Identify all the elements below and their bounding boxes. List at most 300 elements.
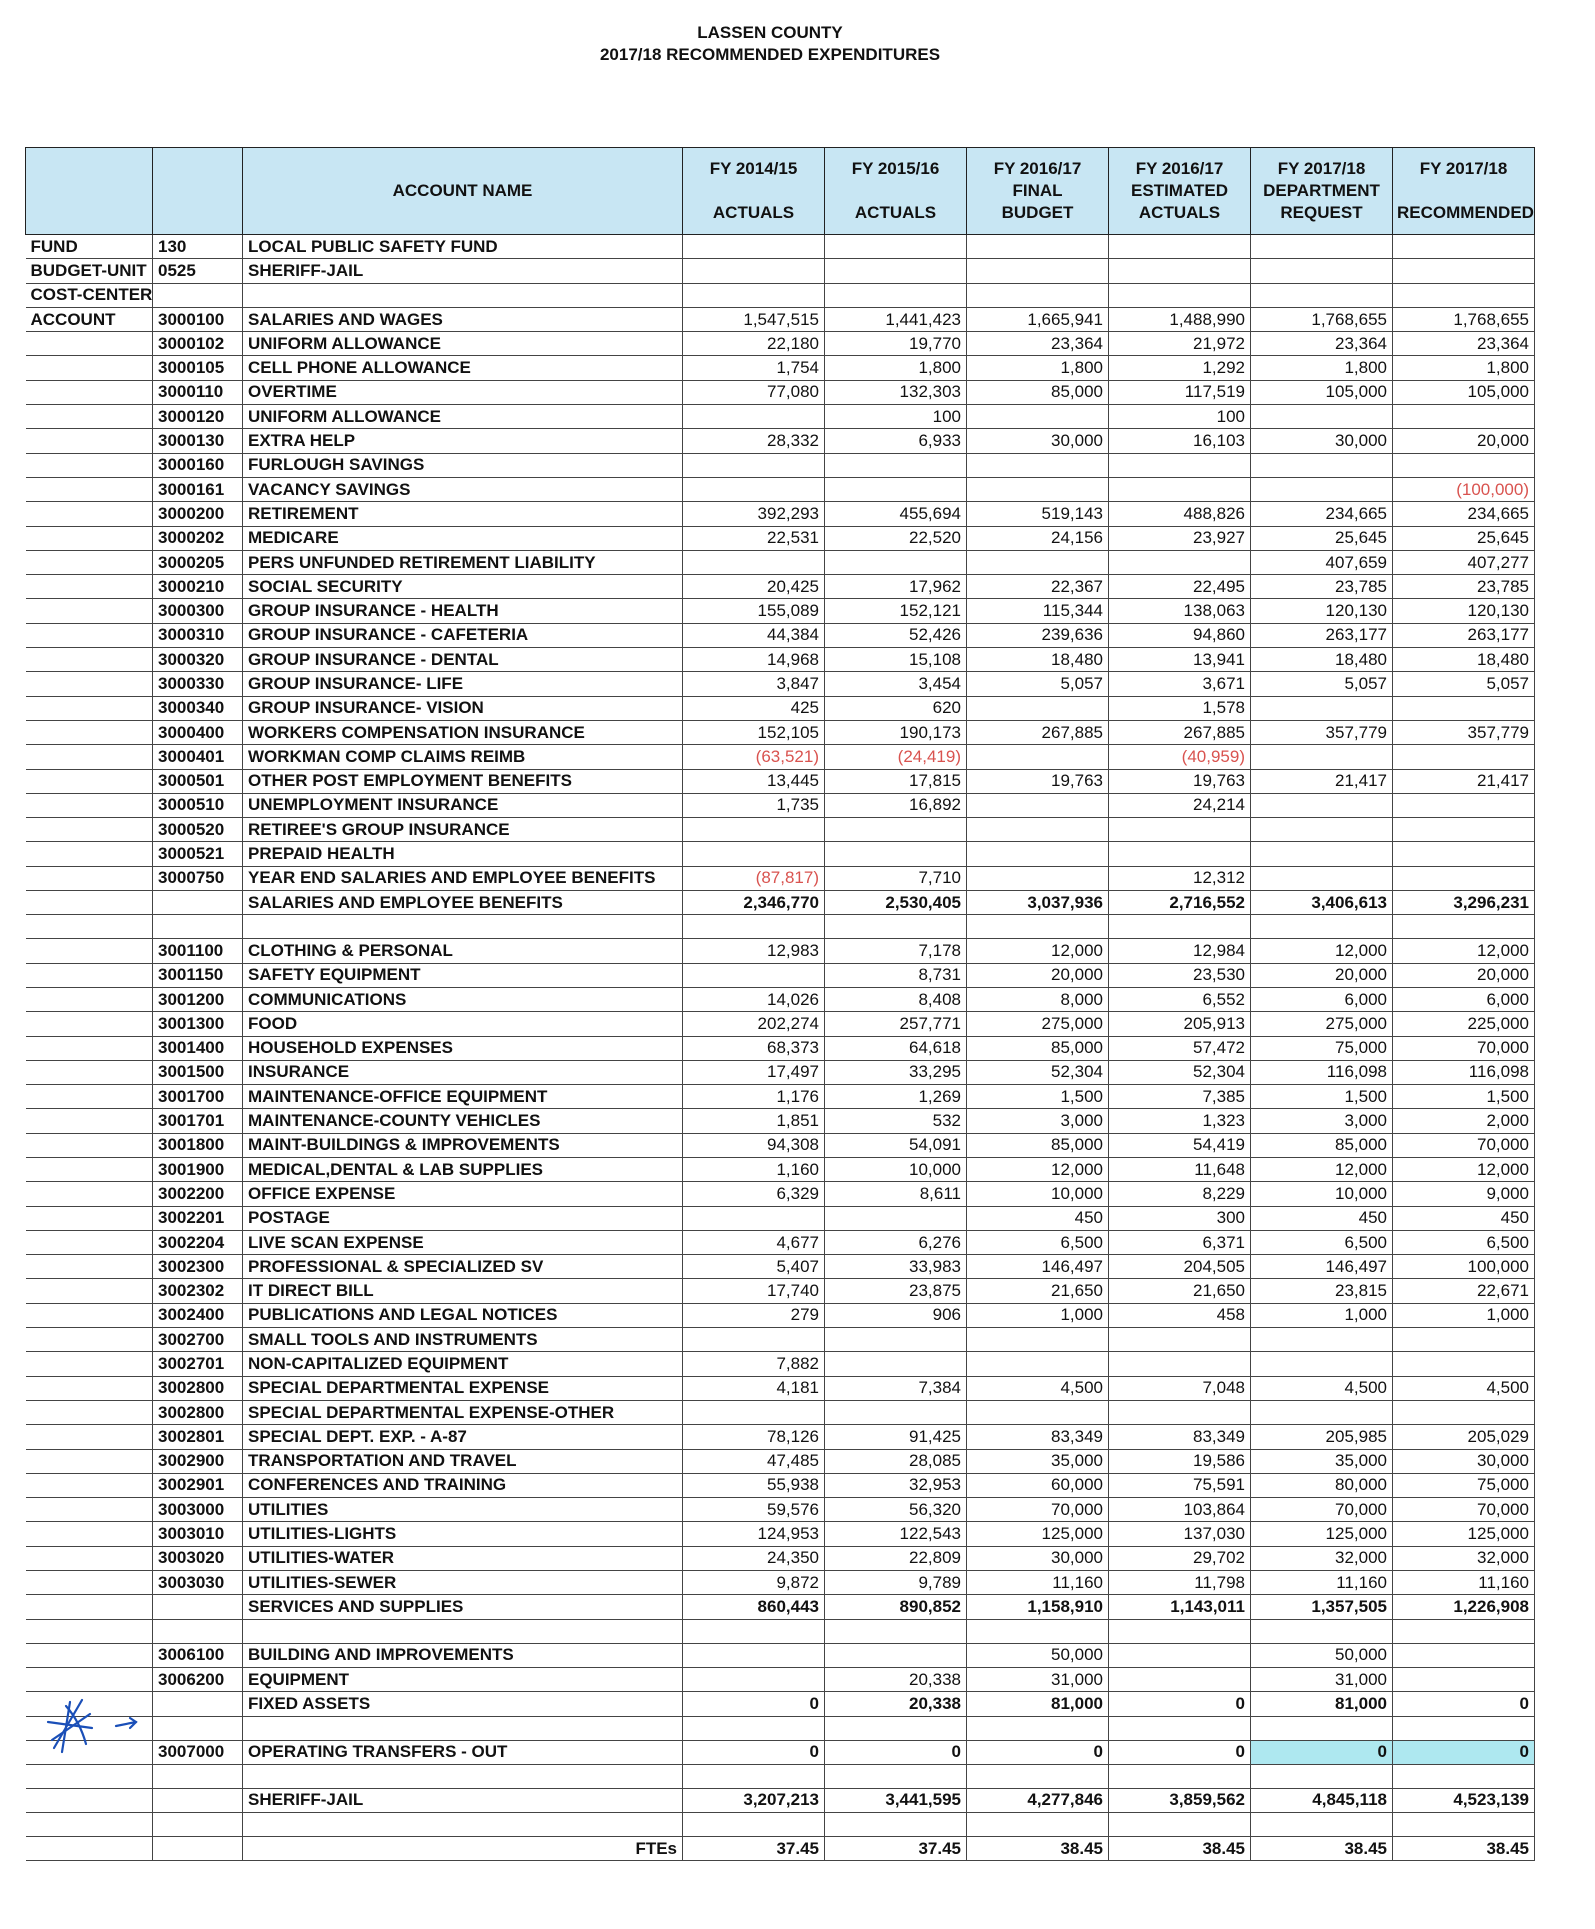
amount-cell: 5,057: [1251, 672, 1393, 696]
amount-cell: 12,000: [1393, 1157, 1535, 1181]
amount-cell: 2,716,552: [1109, 891, 1251, 915]
account-code-cell: 3006100: [153, 1643, 243, 1667]
account-name-cell: [243, 283, 683, 307]
account-code-cell: 3002204: [153, 1230, 243, 1254]
amount-cell: 0: [967, 1740, 1109, 1764]
table-row: [26, 1230, 1535, 1254]
amount-cell: 10,000: [825, 1157, 967, 1181]
amount-cell: [1393, 1813, 1535, 1837]
table-row: [26, 1133, 1535, 1157]
amount-cell: 22,367: [967, 575, 1109, 599]
row-label-cell: [26, 1522, 153, 1546]
account-name-cell: FURLOUGH SAVINGS: [243, 453, 683, 477]
amount-cell: 81,000: [1251, 1692, 1393, 1716]
table-row: [26, 332, 1535, 356]
amount-cell: 205,029: [1393, 1425, 1535, 1449]
account-code-cell: 3000520: [153, 818, 243, 842]
amount-cell: 1,735: [683, 793, 825, 817]
amount-cell: 68,373: [683, 1036, 825, 1060]
account-code-cell: 3002300: [153, 1255, 243, 1279]
amount-cell: 116,098: [1393, 1060, 1535, 1084]
amount-cell: 83,349: [1109, 1425, 1251, 1449]
table-row: [26, 429, 1535, 453]
account-name-cell: [243, 1764, 683, 1788]
amount-cell: 31,000: [967, 1667, 1109, 1691]
amount-cell: [1251, 1813, 1393, 1837]
amount-cell: 12,983: [683, 939, 825, 963]
row-label-cell: [26, 380, 153, 404]
table-row: [26, 793, 1535, 817]
amount-cell: 2,346,770: [683, 891, 825, 915]
amount-cell: 7,385: [1109, 1085, 1251, 1109]
row-label-cell: [26, 550, 153, 574]
table-row: [26, 1643, 1535, 1667]
account-name-cell: MEDICAL,DENTAL & LAB SUPPLIES: [243, 1157, 683, 1181]
table-row: [26, 720, 1535, 744]
amount-cell: [1393, 793, 1535, 817]
amount-cell: 202,274: [683, 1012, 825, 1036]
account-code-cell: [153, 1813, 243, 1837]
amount-cell: [1109, 1328, 1251, 1352]
amount-cell: 12,984: [1109, 939, 1251, 963]
row-label-cell: COST-CENTER: [26, 283, 153, 307]
amount-cell: 75,000: [1251, 1036, 1393, 1060]
amount-cell: 37.45: [825, 1837, 967, 1861]
amount-cell: 3,454: [825, 672, 967, 696]
amount-cell: 146,497: [967, 1255, 1109, 1279]
table-row: [26, 987, 1535, 1011]
account-name-cell: GROUP INSURANCE - DENTAL: [243, 648, 683, 672]
amount-cell: 1,176: [683, 1085, 825, 1109]
amount-cell: [1251, 818, 1393, 842]
account-code-cell: 3002700: [153, 1328, 243, 1352]
amount-cell: 17,497: [683, 1060, 825, 1084]
amount-cell: [1251, 866, 1393, 890]
amount-cell: 1,226,908: [1393, 1595, 1535, 1619]
account-name-cell: UNEMPLOYMENT INSURANCE: [243, 793, 683, 817]
table-row: [26, 1522, 1535, 1546]
amount-cell: 132,303: [825, 380, 967, 404]
table-row: [26, 405, 1535, 429]
amount-cell: [1251, 1619, 1393, 1643]
amount-cell: [1393, 259, 1535, 283]
table-row: [26, 356, 1535, 380]
amount-cell: 10,000: [967, 1182, 1109, 1206]
amount-cell: 94,308: [683, 1133, 825, 1157]
amount-cell: 4,500: [967, 1376, 1109, 1400]
amount-cell: [1109, 1764, 1251, 1788]
row-label-cell: [26, 1425, 153, 1449]
amount-cell: 1,578: [1109, 696, 1251, 720]
row-label-cell: [26, 745, 153, 769]
table-row: [26, 1352, 1535, 1376]
row-label-cell: [26, 1206, 153, 1230]
amount-cell: 1,000: [1251, 1303, 1393, 1327]
amount-cell: 30,000: [1393, 1449, 1535, 1473]
report-title: 2017/18 RECOMMENDED EXPENDITURES: [599, 45, 941, 64]
amount-cell: [825, 818, 967, 842]
row-label-cell: [26, 1376, 153, 1400]
amount-cell: 11,798: [1109, 1571, 1251, 1595]
amount-cell: 4,523,139: [1393, 1788, 1535, 1812]
table-row: [26, 648, 1535, 672]
amount-cell: 23,785: [1393, 575, 1535, 599]
amount-cell: 18,480: [1393, 648, 1535, 672]
row-label-cell: [26, 1036, 153, 1060]
amount-cell: 1,000: [1393, 1303, 1535, 1327]
row-label-cell: [26, 1279, 153, 1303]
fte-label-cell: FTEs: [243, 1837, 683, 1861]
row-label-cell: [26, 429, 153, 453]
amount-cell: [1393, 405, 1535, 429]
account-code-cell: 3002200: [153, 1182, 243, 1206]
table-row: [26, 453, 1535, 477]
amount-cell: 519,143: [967, 502, 1109, 526]
amount-cell: 91,425: [825, 1425, 967, 1449]
amount-cell: 190,173: [825, 720, 967, 744]
row-label-cell: [26, 963, 153, 987]
amount-cell: 0: [1109, 1740, 1251, 1764]
account-code-cell: 3001701: [153, 1109, 243, 1133]
amount-cell: 6,000: [1393, 987, 1535, 1011]
amount-cell: 122,543: [825, 1522, 967, 1546]
account-code-cell: 3002901: [153, 1473, 243, 1497]
amount-cell: [967, 453, 1109, 477]
amount-cell: 125,000: [967, 1522, 1109, 1546]
amount-cell: [967, 818, 1109, 842]
amount-cell: 152,105: [683, 720, 825, 744]
amount-cell: 19,763: [1109, 769, 1251, 793]
amount-cell: 78,126: [683, 1425, 825, 1449]
row-label-cell: [26, 672, 153, 696]
amount-cell: [1251, 915, 1393, 939]
amount-cell: [967, 235, 1109, 259]
account-code-cell: 3001100: [153, 939, 243, 963]
amount-cell: 267,885: [1109, 720, 1251, 744]
amount-cell: 32,000: [1393, 1546, 1535, 1570]
amount-cell: 1,292: [1109, 356, 1251, 380]
row-label-cell: [26, 1643, 153, 1667]
amount-cell: [825, 1619, 967, 1643]
amount-cell: 8,229: [1109, 1182, 1251, 1206]
amount-cell: [683, 915, 825, 939]
amount-cell: 3,207,213: [683, 1788, 825, 1812]
table-row: [26, 1109, 1535, 1133]
document-title: [0, 22, 1540, 66]
amount-cell: 9,000: [1393, 1182, 1535, 1206]
amount-cell: 146,497: [1251, 1255, 1393, 1279]
spacer-row: [26, 1619, 1535, 1643]
amount-cell: 125,000: [1251, 1522, 1393, 1546]
amount-cell: [967, 259, 1109, 283]
account-code-cell: 3000161: [153, 477, 243, 501]
account-code-cell: 3002302: [153, 1279, 243, 1303]
account-name-cell: MAINTENANCE-COUNTY VEHICLES: [243, 1109, 683, 1133]
account-name-cell: COMMUNICATIONS: [243, 987, 683, 1011]
amount-cell: 19,770: [825, 332, 967, 356]
table-body: [26, 235, 1535, 1861]
amount-cell: [1393, 453, 1535, 477]
account-name-cell: YEAR END SALARIES AND EMPLOYEE BENEFITS: [243, 866, 683, 890]
amount-cell: 1,547,515: [683, 307, 825, 331]
account-name-cell: SHERIFF-JAIL: [243, 259, 683, 283]
account-name-cell: FOOD: [243, 1012, 683, 1036]
amount-cell: 2,530,405: [825, 891, 967, 915]
account-name-cell: WORKMAN COMP CLAIMS REIMB: [243, 745, 683, 769]
account-name-cell: UTILITIES-LIGHTS: [243, 1522, 683, 1546]
amount-cell: [1109, 1400, 1251, 1424]
row-label-cell: [26, 1230, 153, 1254]
amount-cell: 3,000: [1251, 1109, 1393, 1133]
account-name-cell: FIXED ASSETS: [243, 1692, 683, 1716]
amount-cell: 1,000: [967, 1303, 1109, 1327]
row-label-cell: [26, 720, 153, 744]
amount-cell: 257,771: [825, 1012, 967, 1036]
amount-cell: 22,495: [1109, 575, 1251, 599]
account-name-cell: POSTAGE: [243, 1206, 683, 1230]
amount-cell: [1251, 405, 1393, 429]
amount-cell: 12,000: [1393, 939, 1535, 963]
table-row: [26, 380, 1535, 404]
amount-cell: 75,000: [1393, 1473, 1535, 1497]
amount-cell: [967, 1619, 1109, 1643]
amount-cell: [1109, 818, 1251, 842]
row-label-cell: [26, 793, 153, 817]
amount-cell: [683, 283, 825, 307]
amount-cell: [1393, 1400, 1535, 1424]
amount-cell: [1393, 235, 1535, 259]
amount-cell: 32,953: [825, 1473, 967, 1497]
amount-cell: 38.45: [1393, 1837, 1535, 1861]
account-name-cell: MAINTENANCE-OFFICE EQUIPMENT: [243, 1085, 683, 1109]
amount-cell: [825, 1352, 967, 1376]
amount-cell: 7,178: [825, 939, 967, 963]
amount-cell: [1109, 283, 1251, 307]
amount-cell: 22,180: [683, 332, 825, 356]
account-name-cell: MAINT-BUILDINGS & IMPROVEMENTS: [243, 1133, 683, 1157]
amount-cell: 425: [683, 696, 825, 720]
account-code-cell: [153, 1837, 243, 1861]
amount-cell: 4,500: [1393, 1376, 1535, 1400]
amount-cell: 1,143,011: [1109, 1595, 1251, 1619]
header-fy1718-recommended: FY 2017/18 RECOMMENDED: [1393, 148, 1535, 235]
account-name-cell: OFFICE EXPENSE: [243, 1182, 683, 1206]
account-code-cell: 3003000: [153, 1498, 243, 1522]
amount-cell: 6,552: [1109, 987, 1251, 1011]
amount-cell: 12,000: [967, 939, 1109, 963]
account-name-cell: INSURANCE: [243, 1060, 683, 1084]
amount-cell: [1251, 793, 1393, 817]
subtotal-row: [26, 1692, 1535, 1716]
row-label-cell: [26, 866, 153, 890]
amount-cell: 30,000: [967, 429, 1109, 453]
amount-cell: 22,531: [683, 526, 825, 550]
row-label-cell: BUDGET-UNIT: [26, 259, 153, 283]
amount-cell: [683, 1667, 825, 1691]
amount-cell: 0: [825, 1740, 967, 1764]
amount-cell: 1,768,655: [1251, 307, 1393, 331]
amount-cell: 32,000: [1251, 1546, 1393, 1570]
amount-cell: 57,472: [1109, 1036, 1251, 1060]
account-code-cell: 3001700: [153, 1085, 243, 1109]
amount-cell: 3,406,613: [1251, 891, 1393, 915]
amount-cell: [1109, 453, 1251, 477]
account-name-cell: OVERTIME: [243, 380, 683, 404]
amount-cell: [1251, 235, 1393, 259]
amount-cell: 47,485: [683, 1449, 825, 1473]
account-code-cell: 3002201: [153, 1206, 243, 1230]
amount-cell: [1393, 818, 1535, 842]
account-name-cell: GROUP INSURANCE- VISION: [243, 696, 683, 720]
account-name-cell: PUBLICATIONS AND LEGAL NOTICES: [243, 1303, 683, 1327]
row-label-cell: [26, 1085, 153, 1109]
amount-cell: 16,892: [825, 793, 967, 817]
amount-cell: 23,364: [1251, 332, 1393, 356]
account-name-cell: PROFESSIONAL & SPECIALIZED SV: [243, 1255, 683, 1279]
amount-cell: 205,913: [1109, 1012, 1251, 1036]
amount-cell: 117,519: [1109, 380, 1251, 404]
amount-cell: 8,731: [825, 963, 967, 987]
amount-cell: 450: [1251, 1206, 1393, 1230]
amount-cell: 407,277: [1393, 550, 1535, 574]
amount-cell: 14,026: [683, 987, 825, 1011]
amount-cell: 70,000: [1251, 1498, 1393, 1522]
row-label-cell: [26, 453, 153, 477]
amount-cell: 38.45: [967, 1837, 1109, 1861]
account-name-cell: TRANSPORTATION AND TRAVEL: [243, 1449, 683, 1473]
amount-cell: 1,488,990: [1109, 307, 1251, 331]
row-label-cell: [26, 599, 153, 623]
amount-cell: 21,650: [1109, 1279, 1251, 1303]
row-label-cell: [26, 1813, 153, 1837]
account-name-cell: UTILITIES-WATER: [243, 1546, 683, 1570]
subtotal-row: [26, 1595, 1535, 1619]
account-name-cell: SERVICES AND SUPPLIES: [243, 1595, 683, 1619]
row-label-cell: [26, 575, 153, 599]
amount-cell: 116,098: [1251, 1060, 1393, 1084]
amount-cell: 70,000: [967, 1498, 1109, 1522]
amount-cell: 37.45: [683, 1837, 825, 1861]
table-row: [26, 745, 1535, 769]
table-row: [26, 1473, 1535, 1497]
amount-cell: [825, 1643, 967, 1667]
county-name: LASSEN COUNTY: [697, 23, 843, 42]
amount-cell: [967, 793, 1109, 817]
amount-cell: [825, 1813, 967, 1837]
table-row: [26, 307, 1535, 331]
amount-cell: 20,000: [1393, 963, 1535, 987]
amount-cell: 77,080: [683, 380, 825, 404]
amount-cell: 3,000: [967, 1109, 1109, 1133]
amount-cell: [683, 259, 825, 283]
amount-cell: [825, 1716, 967, 1740]
account-name-cell: WORKERS COMPENSATION INSURANCE: [243, 720, 683, 744]
amount-cell: 19,763: [967, 769, 1109, 793]
amount-cell: [967, 1764, 1109, 1788]
amount-cell: 458: [1109, 1303, 1251, 1327]
account-name-cell: SPECIAL DEPARTMENTAL EXPENSE-OTHER: [243, 1400, 683, 1424]
amount-cell: [825, 1328, 967, 1352]
account-code-cell: 3000400: [153, 720, 243, 744]
amount-cell: 52,304: [967, 1060, 1109, 1084]
account-code-cell: 3001800: [153, 1133, 243, 1157]
amount-cell: 275,000: [1251, 1012, 1393, 1036]
header-fy1617-final-budget: FY 2016/17 FINAL BUDGET: [967, 148, 1109, 235]
amount-cell: [825, 453, 967, 477]
amount-cell: 4,181: [683, 1376, 825, 1400]
amount-cell: 80,000: [1251, 1473, 1393, 1497]
amount-cell: [967, 283, 1109, 307]
account-name-cell: CONFERENCES AND TRAINING: [243, 1473, 683, 1497]
account-name-cell: OTHER POST EMPLOYMENT BENEFITS: [243, 769, 683, 793]
table-row: [26, 1328, 1535, 1352]
amount-cell: [1109, 1352, 1251, 1376]
account-code-cell: 3003020: [153, 1546, 243, 1570]
subtotal-row: [26, 1740, 1535, 1764]
amount-cell: [1251, 1352, 1393, 1376]
amount-cell: 50,000: [967, 1643, 1109, 1667]
amount-cell: 25,645: [1251, 526, 1393, 550]
amount-cell: 6,500: [1393, 1230, 1535, 1254]
amount-cell: 455,694: [825, 502, 967, 526]
account-code-cell: 3000102: [153, 332, 243, 356]
account-name-cell: UTILITIES: [243, 1498, 683, 1522]
table-row: [26, 235, 1535, 259]
table-row: [26, 575, 1535, 599]
amount-cell: 20,000: [1393, 429, 1535, 453]
amount-cell: [1251, 1716, 1393, 1740]
amount-cell: 21,417: [1251, 769, 1393, 793]
amount-cell: 6,329: [683, 1182, 825, 1206]
amount-cell: 52,304: [1109, 1060, 1251, 1084]
amount-cell: 4,277,846: [967, 1788, 1109, 1812]
amount-cell: [1393, 696, 1535, 720]
account-name-cell: PREPAID HEALTH: [243, 842, 683, 866]
row-label-cell: [26, 1352, 153, 1376]
row-label-cell: [26, 1473, 153, 1497]
amount-cell: 44,384: [683, 623, 825, 647]
account-code-cell: 3001400: [153, 1036, 243, 1060]
amount-cell: [1109, 1813, 1251, 1837]
amount-cell: [683, 1643, 825, 1667]
amount-cell: 1,441,423: [825, 307, 967, 331]
amount-cell: [683, 550, 825, 574]
amount-cell: 9,789: [825, 1571, 967, 1595]
amount-cell: [1393, 1352, 1535, 1376]
amount-cell: 8,000: [967, 987, 1109, 1011]
account-code-cell: 3000521: [153, 842, 243, 866]
amount-cell: [1251, 283, 1393, 307]
row-label-cell: [26, 696, 153, 720]
amount-cell: 11,160: [1251, 1571, 1393, 1595]
row-label-cell: [26, 1595, 153, 1619]
amount-cell: [683, 1400, 825, 1424]
amount-cell: 4,500: [1251, 1376, 1393, 1400]
row-label-cell: [26, 1109, 153, 1133]
amount-cell: 100: [825, 405, 967, 429]
account-code-cell: 3003010: [153, 1522, 243, 1546]
row-label-cell: [26, 1546, 153, 1570]
amount-cell: 0: [1393, 1740, 1535, 1764]
table-row: [26, 259, 1535, 283]
account-name-cell: [243, 1813, 683, 1837]
spacer-row: [26, 915, 1535, 939]
amount-cell: 70,000: [1393, 1498, 1535, 1522]
amount-cell: [1251, 477, 1393, 501]
table-row: [26, 1449, 1535, 1473]
account-code-cell: 3000320: [153, 648, 243, 672]
account-code-cell: 3000200: [153, 502, 243, 526]
